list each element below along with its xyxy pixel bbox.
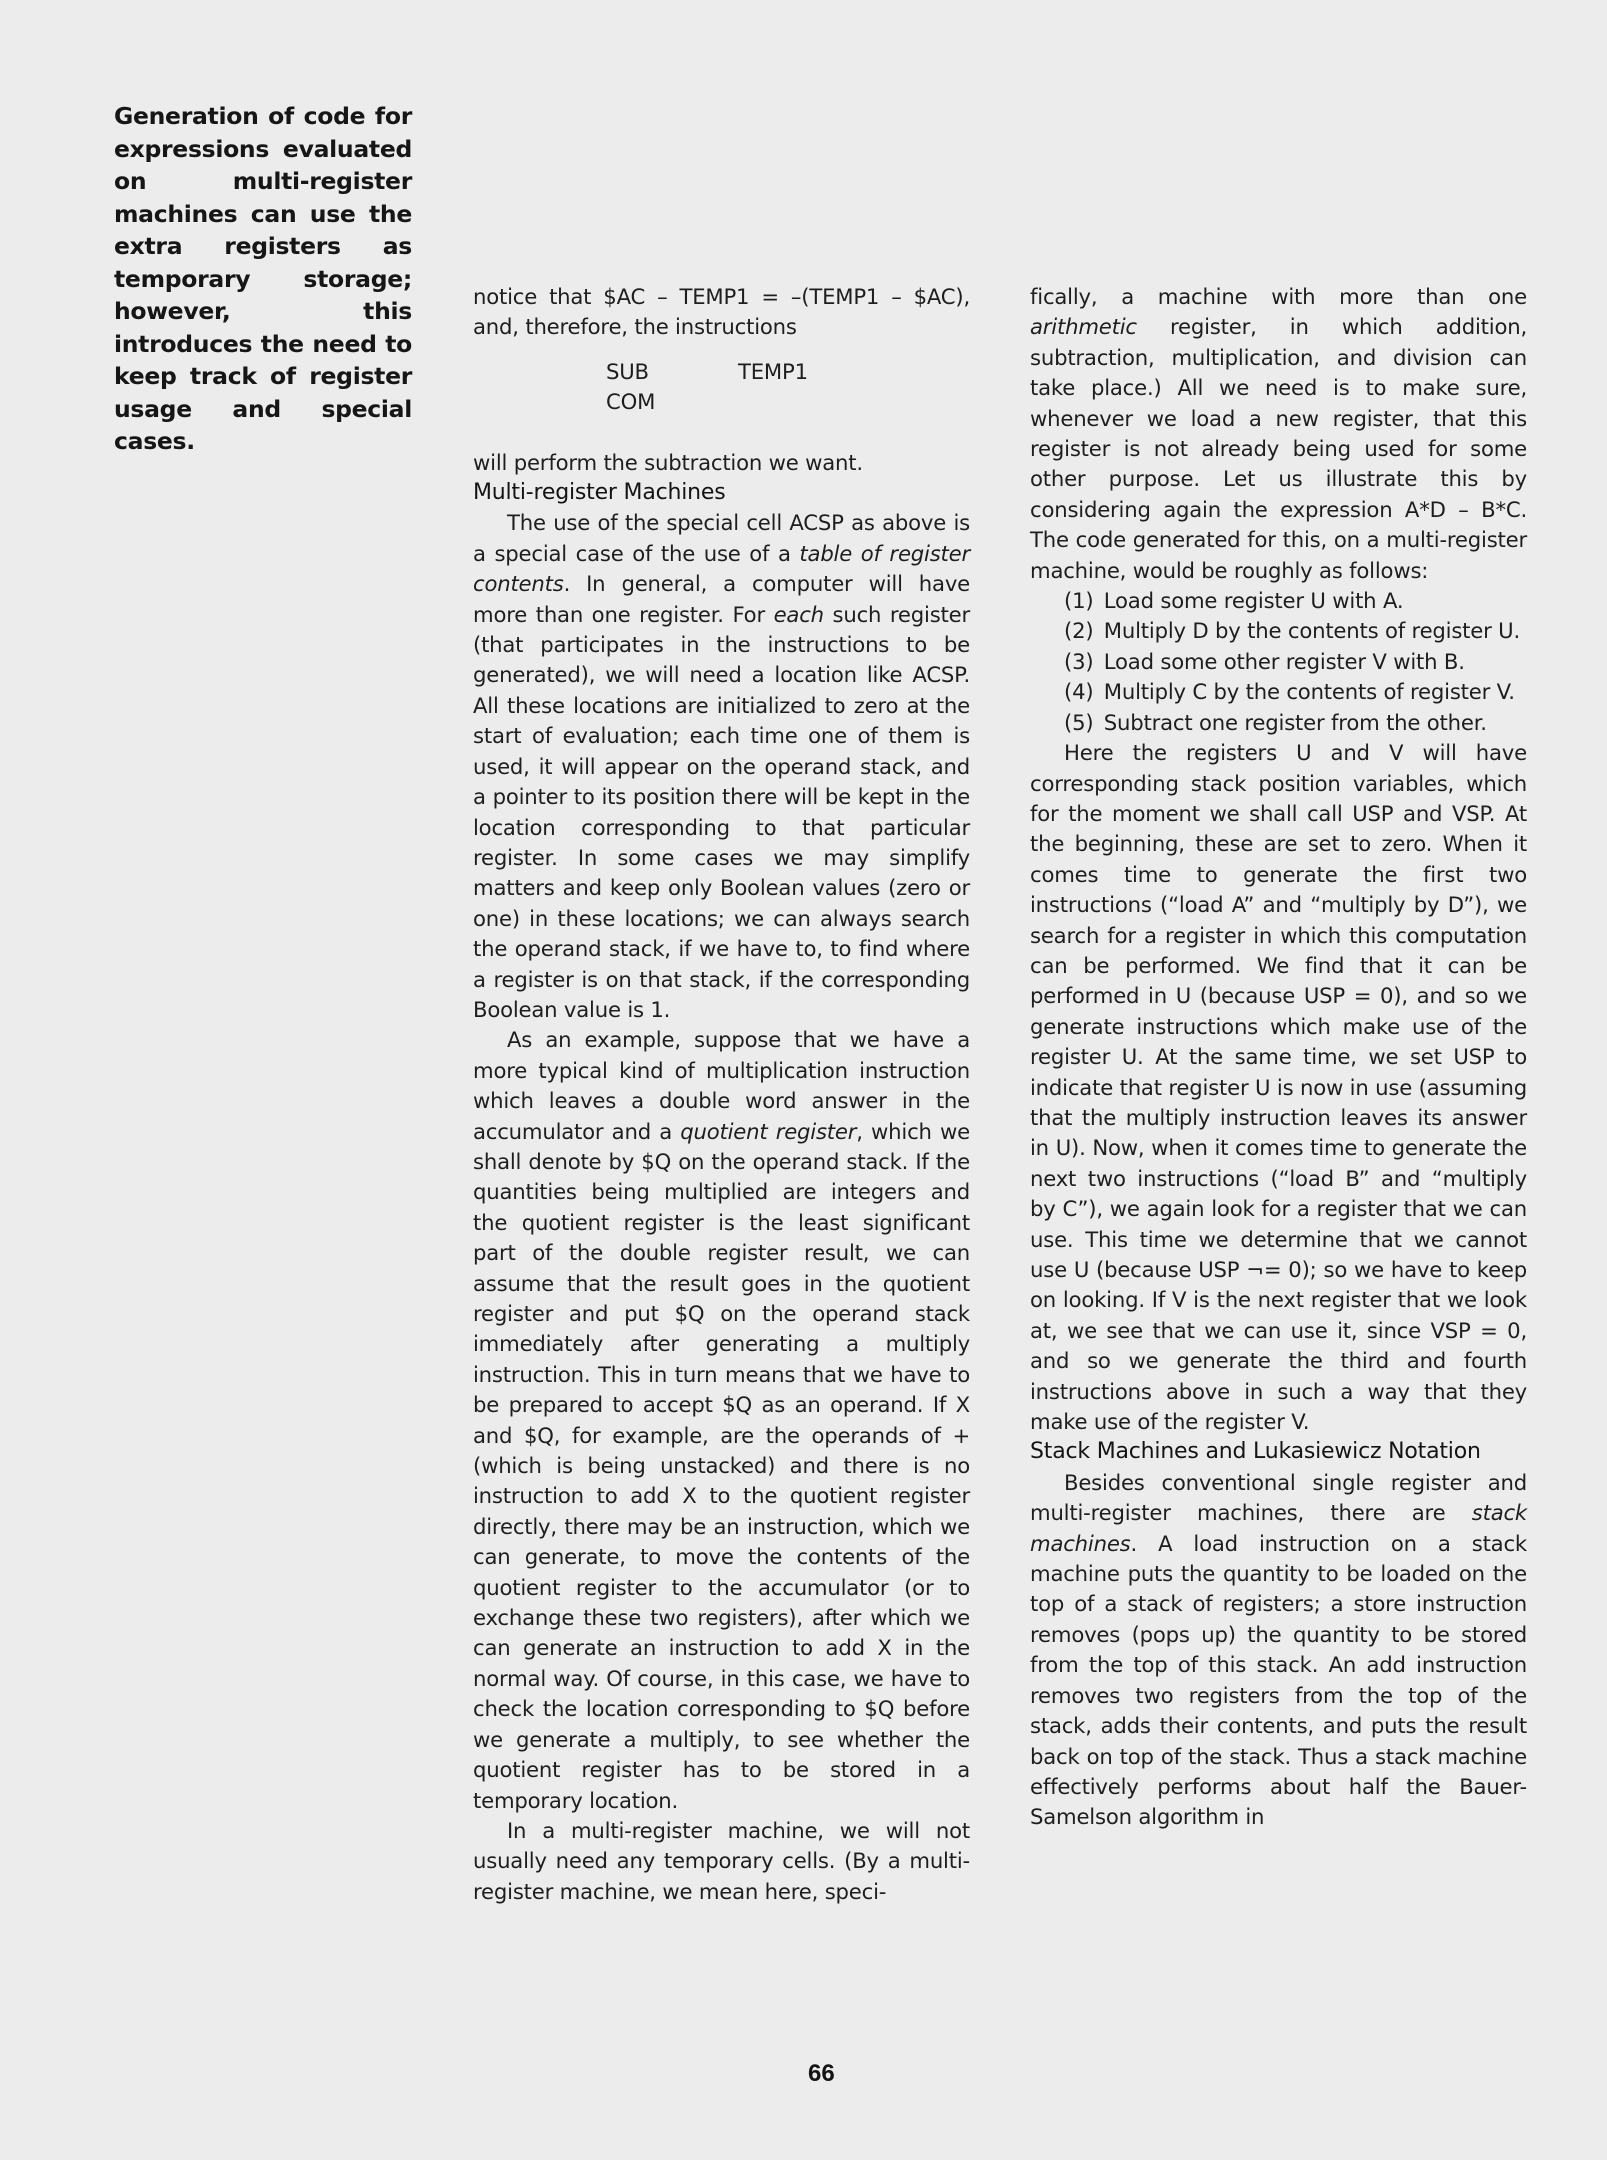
intro-paragraph: notice that $AC – TEMP1 = –(TEMP1 – $AC), and, therefore, the instructions xyxy=(473,284,970,340)
right-column xyxy=(1030,282,1527,1833)
list-item: (2) Multiply D by the contents of register U. xyxy=(1064,618,1521,644)
list-item: (1) Load some register U with A. xyxy=(1064,588,1404,614)
section-heading-multi-register: Multi-register Machines xyxy=(473,480,726,506)
steps-list xyxy=(1030,586,1527,738)
page-number: 66 xyxy=(808,2060,835,2087)
paragraph: As an example, suppose that we have a more typical kind of multiplication instruction which leaves a double word answer in the accumulator and a quotient register, which we shall denote by $Q on the operand stack. If the quantities being multiplied are integers and the quotient register is the least significant part of the double register result, we can assume that the result goes in the quotient register and put $Q on the operand stack immediately after generating a multiply instruction. This in turn means that we have to be prepared to accept $Q as an operand. If X and $Q, for example, are the operands of + (which is being unstacked) and there is no instruction to add X to the quotient register directly, there may be an instruction, which we can generate, to move the contents of the quotient register to the accumulator (or to exchange these two registers), after which we can generate an instruction to add X in the normal way. Of course, in this case, we have to check the location corresponding to $Q before we generate a multiply, to see whether the quotient register has to be stored in a temporary location. xyxy=(473,1027,970,1813)
margin-note-text: Generation of code for expressions evaluated on multi-register machines can use the extra registers as temporary storage; however, this introduces the need to keep track of register usage and special cases. xyxy=(114,102,412,455)
code-line xyxy=(606,387,970,417)
section-heading-stack-machines: Stack Machines and Lukasiewicz Notation xyxy=(1030,1439,1481,1465)
code-line xyxy=(606,357,970,387)
list-item: (5) Subtract one register from the other. xyxy=(1064,709,1487,735)
code-op: SUB xyxy=(606,358,649,384)
after-code-text: will perform the subtraction we want. xyxy=(473,449,863,475)
code-block xyxy=(473,357,970,418)
list-item: (3) Load some other register V with B. xyxy=(1064,648,1465,674)
margin-note xyxy=(114,100,412,458)
middle-column xyxy=(473,282,970,1907)
paragraph: fically, a machine with more than one arithmetic register, in which addition, subtraction, multiplication, and division can take place.) All we need is to make sure, whenever we load a new register, that this register is not already being used for some other purpose. Let us illustrate this by considering again the expression A*D – B*C. The code generated for this, on a multi-register machine, would be roughly as follows: xyxy=(1030,284,1527,583)
list-item: (4) Multiply C by the contents of register V. xyxy=(1064,679,1515,705)
paragraph: The use of the special cell ACSP as above is a special case of the use of a table of register contents. In general, a computer will have more than one register. For each such register (that participates in the instructions to be generated), we will need a location like ACSP. All these locations are initialized to zero at the start of evaluation; each time one of them is used, it will appear on the operand stack, and a pointer to its position there will be kept in the location corresponding to that particular register. In some cases we may simplify matters and keep only Boolean values (zero or one) in these locations; we can always search the operand stack, if we have to, to find where a register is on that stack, if the corresponding Boolean value is 1. xyxy=(473,510,971,1022)
paragraph: Here the registers U and V will have corresponding stack position variables, which for the moment we shall call USP and VSP. At the beginning, these are set to zero. When it comes time to generate the first two instructions (“load A” and “multiply by D”), we search for a register in which this computation can be performed. We find that it can be performed in U (because USP = 0), and so we generate instructions which make use of the register U. At the same time, we set USP to indicate that register U is now in use (assuming that the multiply instruction leaves its answer in U). Now, when it comes time to generate the next two instructions (“load B” and “multiply by C”), we again look for a register that we can use. This time we determine that we cannot use U (because USP ¬= 0); so we have to keep on looking. If V is the next register that we look at, we see that we can use it, since VSP = 0, and so we generate the third and fourth instructions above in such a way that they make use of the register V. xyxy=(1030,740,1527,1435)
code-arg: TEMP1 xyxy=(738,358,808,384)
paragraph: In a multi-register machine, we will not usually need any temporary cells. (By a multi-register machine, we mean here, speci- xyxy=(473,1817,970,1904)
paragraph: Besides conventional single register and multi-register machines, there are stack machines. A load instruction on a stack machine puts the quantity to be loaded on the top of a stack of registers; a store instruction removes (pops up) the quantity to be stored from the top of this stack. An add instruction removes two registers from the top of the stack, adds their contents, and puts the result back on top of the stack. Thus a stack machine effectively performs about half the Bauer-Samelson algorithm in xyxy=(1030,1469,1527,1830)
code-op: COM xyxy=(606,389,656,415)
